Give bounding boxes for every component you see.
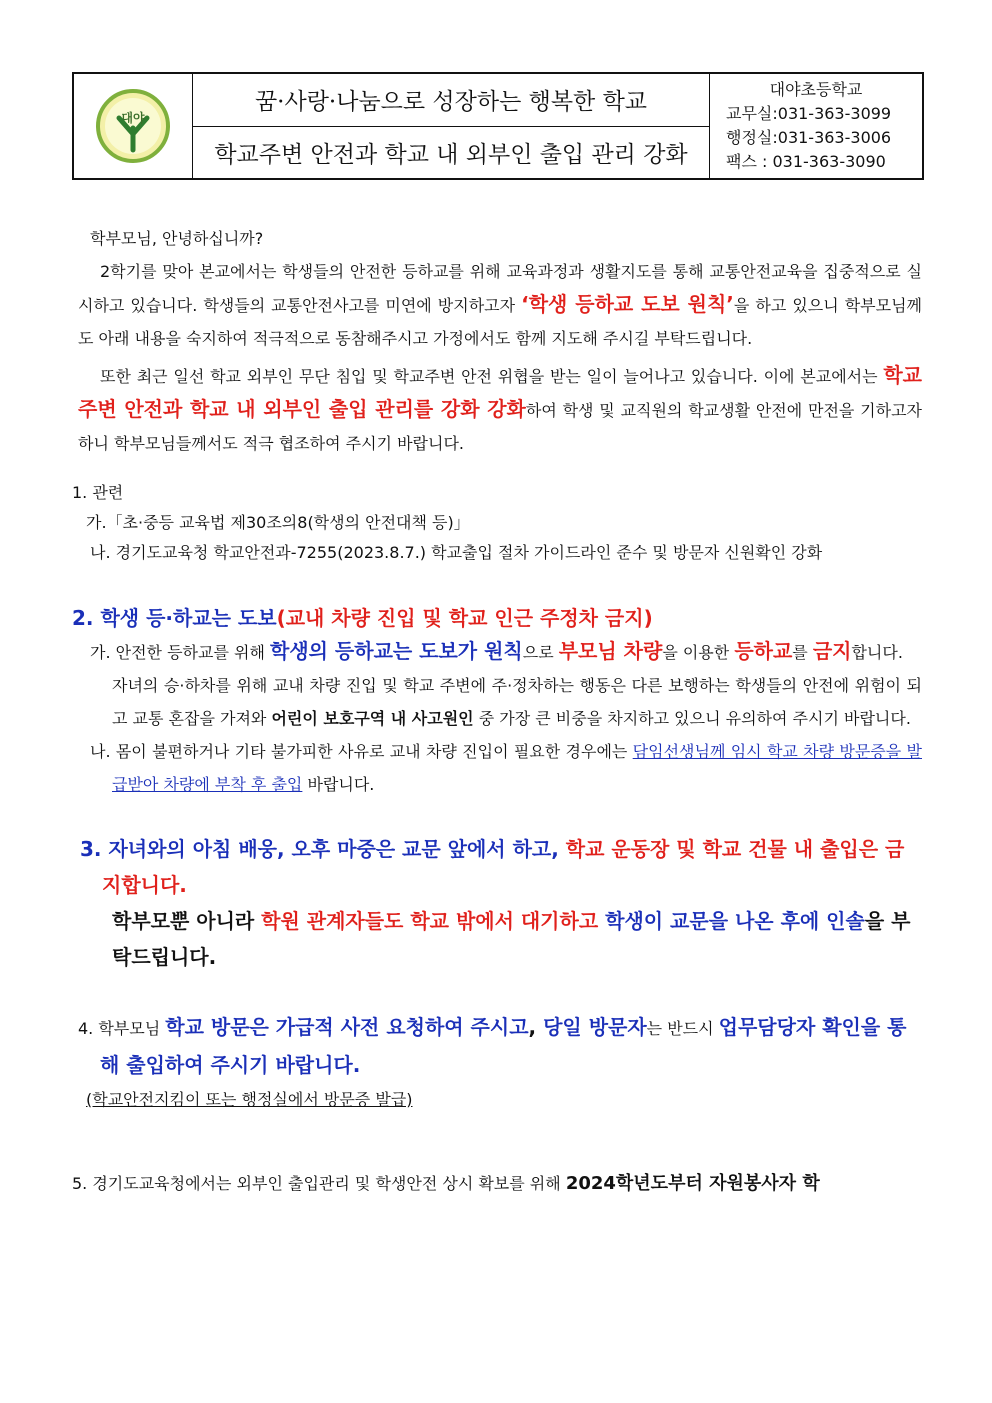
intro-p2-highlight: 학교주변 안전과 학교 내 외부인 출입 관리를 강화 강화 [78,363,922,421]
s2-a-walk-principle: 학생의 등하교는 도보가 원칙 [270,639,523,663]
fax-number: 팩스 : 031-363-3090 [726,152,886,171]
s3-text-3: 을 부탁드립니다. [112,909,911,969]
letter-body [72,222,923,1200]
s5-text-bold: 2024학년도부터 자원봉사자 학 [565,1173,820,1194]
school-logo-icon [95,88,171,164]
intro-p2-b: 하여 학생 및 교직원의 학교생활 안전에 만전을 기하고자 하니 학부모님들께서도 적극 협조하여 주시기 바랍니다. [78,401,923,453]
section-2-item-a-detail [78,669,922,735]
s2-a-text-9: 합니다. [851,643,903,662]
s4-comma: , [528,1015,544,1039]
main-slogan: 꿈·사랑·나눔으로 성장하는 행복한 학교 [254,89,648,116]
s2-b-text-2: 바랍니다. [302,775,375,794]
s4-advance-request: 학교 방문은 가급적 사전 요청하여 주시고 [165,1015,529,1039]
s2-a-text-3: 으로 [522,643,559,662]
intro-paragraph-2 [78,359,922,460]
s3-blue-2: 학생이 교문을 나온 후에 인솔 [605,909,865,933]
s3-blue-1: 3. 자녀와의 아침 배웅, 오후 마중은 교문 앞에서 하고, [80,837,566,861]
section-2-item-b [78,735,922,801]
contact-cell [710,74,922,178]
title-cell [193,74,710,178]
intro-p1-highlight: ‘학생 등하교 도보 원칙’ [521,292,734,316]
letter-header [72,72,924,180]
s4-same-day-visitor: 당일 방문자 [543,1015,647,1039]
section-3-detail [78,903,922,975]
s4-text-1: 4. 학부모님 [78,1019,166,1038]
section-2-heading [72,602,922,635]
s2-a-prohibit: 금지 [812,639,852,663]
intro-p1-b: 을 하고 있으니 학부모님께도 아래 내용을 숙지하여 적극적으로 동참해주시고 가정에서도 함께 지도해 주시길 부탁드립니다. [78,296,923,348]
s2-detail-accident-cause: 어린이 보호구역 내 사고원인 [271,709,474,728]
school-logo-cell [74,74,193,178]
admin-phone: 행정실:031-363-3006 [726,128,892,147]
s2-detail-text-2: 중 가장 큰 비중을 차지하고 있으니 유의하여 주시기 바랍니다. [473,709,911,728]
s2-b-visitor-permit: 담임선생님께 임시 학교 차량 방문증을 발급받아 차량에 부착 후 출입 [112,742,922,794]
s3-red-2: 학원 관계자들도 학교 밖에서 대기하고 [261,909,599,933]
school-name: 대야초등학교 [769,80,863,99]
intro-paragraph-1 [78,255,922,355]
s5-text-1: 5. 경기도교육청에서는 외부인 출입관리 및 학생안전 상시 확보를 위해 [72,1174,566,1193]
section-4-note: (학교안전지킴이 또는 행정실에서 방문증 발급) [86,1090,413,1109]
section-3-heading [78,831,922,903]
section-1 [72,478,922,568]
section-2 [72,602,922,801]
s2-a-text-1: 가. 안전한 등하교를 위해 [90,643,270,662]
section-1-heading: 1. 관련 [72,483,124,502]
s2-a-text-7: 를 [792,643,813,662]
logo-text: 대야 [121,111,145,125]
section-1-item-b: 나. 경기도교육청 학교안전과-7255(2023.8.7.) 학교출입 절차 가이드라인 준수 및 방문자 신원확인 강화 [90,543,823,562]
section-2-heading-blue: 2. 학생 등·하교는 도보 [72,606,277,630]
intro-p2-a: 또한 최근 일선 학교 외부인 무단 침입 및 학교주변 안전 위협을 받는 일이 늘어나고 있습니다. 이에 본교에서는 [100,367,884,386]
s2-b-text-1: 나. 몸이 불편하거나 기타 불가피한 사유로 교내 차량 진입이 필요한 경우에는 [90,742,633,761]
s4-confirm-entry: 업무담당자 확인을 통해 출입하여 주시기 바랍니다. [100,1015,907,1077]
section-1-item-a: 가.「초·중등 교육법 제30조의8(학생의 안전대책 등)」 [86,513,470,532]
s3-red-1: 학교 운동장 및 학교 건물 내 출입은 금지합니다. [102,837,905,897]
office-phone: 교무실:031-363-3099 [726,104,892,123]
intro-p1-a: 2학기를 맞아 본교에서는 학생들의 안전한 등하교를 위해 교육과정과 생활지도를 통해 교통안전교육을 집중적으로 실시하고 있습니다. 학생들의 교통안전사고를 미연에 방지하고자 [78,262,922,315]
s2-detail-text-1: 자녀의 승·하차를 위해 교내 차량 진입 및 학교 주변에 주·정차하는 행동은 다른 보행하는 학생들의 안전에 위험이 되고 교통 혼잡을 가져와 [112,676,922,728]
s2-a-commute: 등하교 [734,639,793,663]
section-3 [78,831,922,975]
section-2-item-a [78,635,922,669]
section-4 [78,1009,922,1115]
section-5 [72,1167,922,1200]
letter-title: 학교주변 안전과 학교 내 외부인 출입 관리 강화 [193,126,709,179]
greeting: 학부모님, 안녕하십니까? [90,229,264,248]
s2-a-parent-car: 부모님 차량 [558,639,663,663]
s4-text-2: 는 반드시 [646,1019,719,1038]
section-2-heading-red: (교내 차량 진입 및 학교 인근 주정차 금지) [276,606,653,630]
s3-text-1: 학부모뿐 아니라 [112,909,262,933]
s2-a-text-5: 을 이용한 [662,643,735,662]
section-4-text [78,1009,922,1085]
